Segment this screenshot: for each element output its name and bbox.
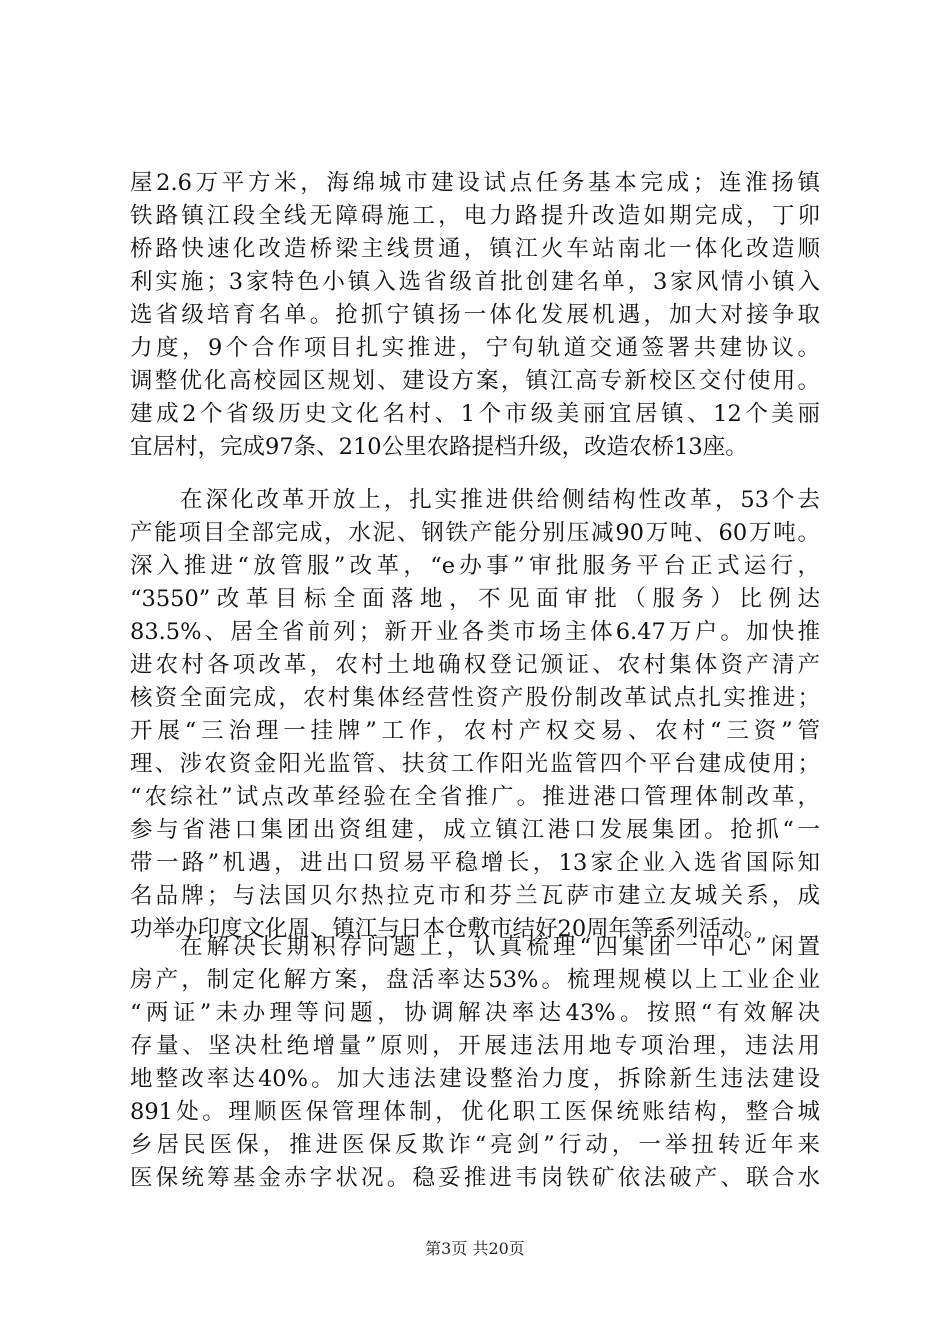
- text-line: 存量、坚决杜绝增量”原则，开展违法用地专项治理，违法用: [130, 1033, 820, 1059]
- text-line: 名品牌；与法国贝尔热拉克市和芬兰瓦萨市建立友城关系，成: [130, 883, 820, 909]
- text-line: 在解决长期积存问题上，认真梳理“四集团一中心”闲置: [180, 934, 820, 960]
- text-line: 铁路镇江段全线无障碍施工，电力路提升改造如期完成，丁卯: [130, 203, 820, 229]
- text-line: 乡居民医保，推进医保反欺诈“亮剑”行动，一举扭转近年来: [130, 1132, 820, 1158]
- text-line: 房产，制定化解方案，盘活率达53%。梳理规模以上工业企业: [130, 967, 820, 993]
- text-line: 选省级培育名单。抢抓宁镇扬一体化发展机遇，加大对接争取: [130, 302, 820, 328]
- text-line: 地整改率达40%。加大违法建设整治力度，拆除新生违法建设: [130, 1066, 820, 1092]
- paragraph-reform-opening: [130, 484, 820, 946]
- text-line: 参与省港口集团出资组建，成立镇江港口发展集团。抢抓“一: [130, 817, 820, 843]
- text-line: 功举办印度文化周、镇江与日本仓敷市结好20周年等系列活动。: [130, 916, 767, 942]
- text-line: 建成2个省级历史文化名村、1个市级美丽宜居镇、12个美丽: [130, 401, 820, 427]
- text-line: “3550”改革目标全面落地，不见面审批（服务）比例达: [130, 586, 820, 612]
- text-line: “两证”未办理等问题，协调解决率达43%。按照“有效解决: [130, 1000, 820, 1026]
- text-line: 理、涉农资金阳光监管、扶贫工作阳光监管四个平台建成使用；: [130, 751, 820, 777]
- page-number-footer: 第3页 共20页: [425, 1239, 525, 1258]
- paragraph-urban-construction: [130, 167, 820, 464]
- text-line: 利实施；3家特色小镇入选省级首批创建名单，3家风情小镇入: [130, 269, 820, 295]
- text-line: 进农村各项改革，农村土地确权登记颁证、农村集体资产清产: [130, 652, 820, 678]
- text-line: 调整优化高校园区规划、建设方案，镇江高专新校区交付使用。: [130, 368, 820, 394]
- text-line: 83.5%、居全省前列；新开业各类市场主体6.47万户。加快推: [130, 619, 820, 645]
- text-line: 带一路”机遇，进出口贸易平稳增长，13家企业入选省国际知: [130, 850, 820, 876]
- text-line: 力度，9个合作项目扎实推进，宁句轨道交通签署共建协议。: [130, 335, 820, 361]
- text-line: 屋2.6万平方米，海绵城市建设试点任务基本完成；连淮扬镇: [130, 170, 820, 196]
- text-line: 桥路快速化改造桥梁主线贯通，镇江火车站南北一体化改造顺: [130, 236, 820, 262]
- text-line: 核资全面完成，农村集体经营性资产股份制改革试点扎实推进；: [130, 685, 820, 711]
- text-line: 891处。理顺医保管理体制，优化职工医保统账结构，整合城: [130, 1099, 820, 1125]
- text-line: 深入推进“放管服”改革，“e办事”审批服务平台正式运行，: [130, 553, 820, 579]
- text-line: 宜居村，完成97条、210公里农路提档升级，改造农桥13座。: [130, 434, 748, 460]
- text-line: 医保统筹基金赤字状况。稳妥推进韦岗铁矿依法破产、联合水: [130, 1165, 820, 1191]
- text-line: “农综社”试点改革经验在全省推广。推进港口管理体制改革，: [130, 784, 820, 810]
- text-line: 在深化改革开放上，扎实推进供给侧结构性改革，53个去: [180, 487, 820, 513]
- text-line: 开展“三治理一挂牌”工作，农村产权交易、农村“三资”管: [130, 718, 820, 744]
- paragraph-legacy-issues: [130, 931, 820, 1195]
- text-line: 产能项目全部完成，水泥、钢铁产能分别压减90万吨、60万吨。: [130, 520, 820, 546]
